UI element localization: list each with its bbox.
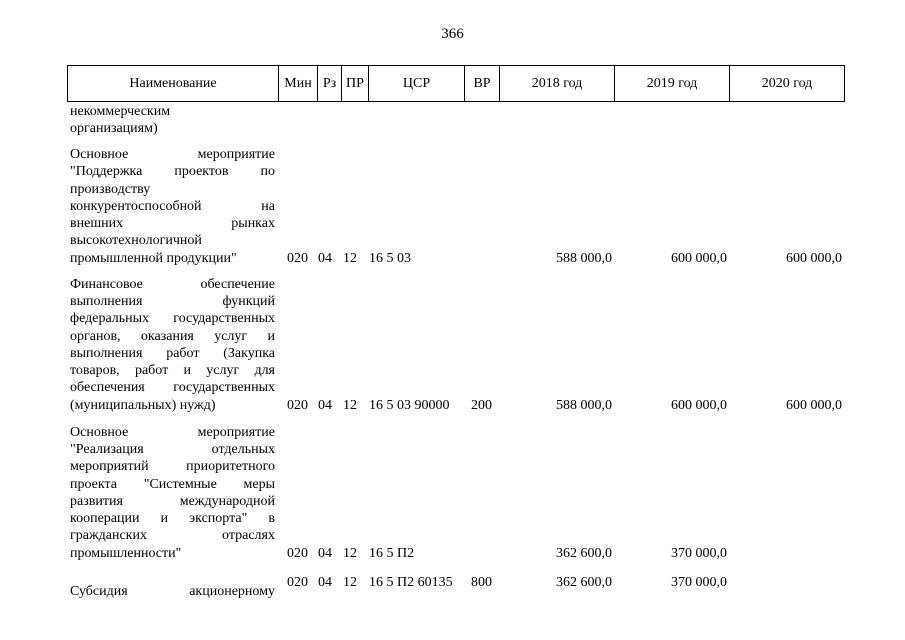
cell-pr: 12 [343,398,357,413]
header-2020: 2020 год [730,66,845,102]
cell-vr: 800 [471,575,492,590]
name-line: развития международной [70,493,275,509]
name-line: производству [70,181,151,197]
cell-csr: 16 5 П2 [369,546,415,561]
cell-min: 020 [287,398,308,413]
name-line: федеральных государственных [70,311,275,327]
header-rz: Рз [318,66,342,102]
cell-csr: 16 5 03 [369,251,411,266]
name-line: Основное мероприятие [70,146,275,162]
cell-min: 020 [287,575,308,590]
name-line: мероприятий приоритетного [70,459,275,475]
cell-rz: 04 [318,251,332,266]
cell-2018: 362 600,0 [556,546,612,561]
header-2018: 2018 год [500,66,615,102]
name-line: промышленности" [70,545,182,561]
cell-2018: 362 600,0 [556,575,612,590]
cell-min: 020 [287,251,308,266]
cell-csr: 16 5 03 90000 [369,398,450,413]
name-line: (муниципальных) нужд) [70,397,216,413]
name-line: Основное мероприятие [70,424,275,440]
name-line: конкурентоспособной на [70,198,275,214]
cell-2019: 370 000,0 [671,546,727,561]
cell-2018: 588 000,0 [556,251,612,266]
name-line: промышленной продукции" [70,250,237,266]
cell-csr: 16 5 П2 60135 [369,575,453,590]
cell-rz: 04 [318,546,332,561]
cell-pr: 12 [343,251,357,266]
name-line: внешних рынках [70,216,275,232]
header-name: Наименование [68,66,279,102]
name-line: гражданских отраслях [70,528,275,544]
name-line: "Поддержка проектов по [70,164,275,180]
name-line: "Реализация отдельных [70,441,275,457]
header-min: Мин [279,66,318,102]
continued-line: организациям) [70,121,158,136]
name-line: обеспечения государственных [70,380,275,396]
cell-2020: 600 000,0 [786,398,842,413]
cell-rz: 04 [318,575,332,590]
page-number: 366 [441,26,464,42]
name-line: Финансовое обеспечение [70,276,275,292]
cell-2019: 370 000,0 [671,575,727,590]
continued-line: некоммерческим [70,104,171,119]
header-vr: ВР [465,66,500,102]
cell-2019: 600 000,0 [671,398,727,413]
name-line: выполнения работ (Закупка [70,345,275,361]
cell-2020: 600 000,0 [786,251,842,266]
cell-min: 020 [287,546,308,561]
name-line: высокотехнологичной [70,233,202,249]
cell-pr: 12 [343,546,357,561]
cell-2019: 600 000,0 [671,251,727,266]
name-line: проекта "Системные меры [70,476,275,492]
cell-2018: 588 000,0 [556,398,612,413]
cell-rz: 04 [318,398,332,413]
name-line: органов, оказания услуг и [70,328,275,344]
header-pr: ПР [342,66,369,102]
header-csr: ЦСР [369,66,465,102]
name-line: кооперации и экспорта" в [70,511,275,527]
cell-pr: 12 [343,575,357,590]
name-line: товаров, работ и услуг для [70,363,275,379]
row-name [70,583,275,600]
name-line: Субсидия акционерному [70,583,275,599]
cell-vr: 200 [471,398,492,413]
name-line: выполнения функций [70,293,275,309]
header-2019: 2019 год [615,66,730,102]
